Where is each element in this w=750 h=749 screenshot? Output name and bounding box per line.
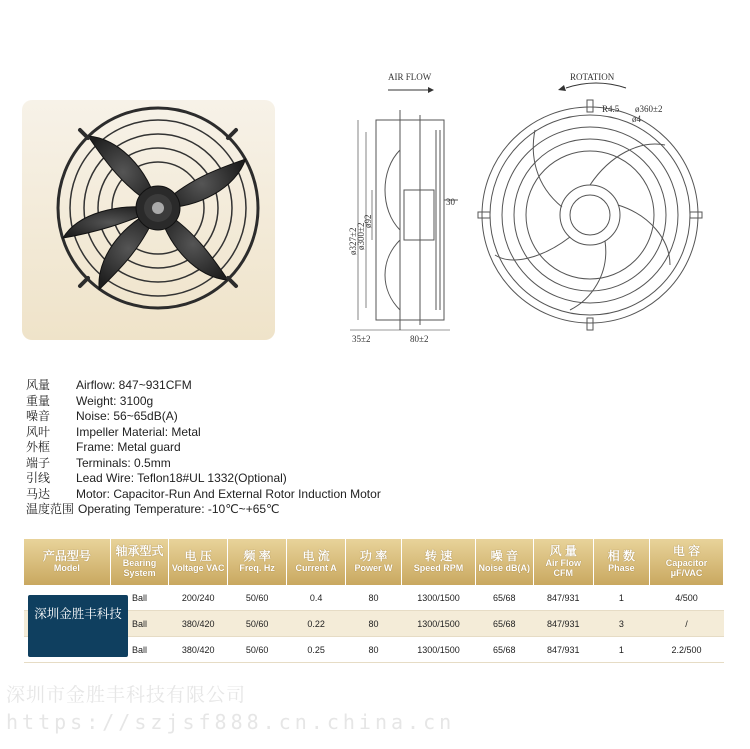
rotation-arrow (558, 83, 626, 91)
spec-impeller: 风叶 Impeller Material: Metal (26, 424, 201, 439)
spec-terminals: 端子 Terminals: 0.5mm (26, 455, 171, 470)
spec-frame: 外框 Frame: Metal guard (26, 440, 181, 454)
spec-noise: 噪音 Noise: 56~65dB(A) (26, 409, 178, 423)
spec-lead-wire: 引线 Lead Wire: Teflon18#UL 1332(Optional) (26, 471, 287, 485)
col-noise: 噪 音 Noise dB(A) (475, 539, 533, 585)
watermark-url: https://szjsf888.cn.china.cn (6, 710, 456, 734)
col-model: 产品型号 Model (24, 539, 110, 585)
table-row: Ball 380/420 50/60 0.25 80 1300/1500 65/68 847/931 1 2.2/500 (24, 637, 724, 663)
technical-drawing (340, 60, 740, 360)
dim-outer: ø327±2 (348, 227, 358, 255)
dim-depth-total: 35±2 (352, 334, 371, 344)
table-row: Ball 200/240 50/60 0.4 80 1300/1500 65/68 847/931 1 4/500 (24, 585, 724, 611)
spec-weight: 重量 Weight: 3100g (26, 393, 154, 408)
col-phase: 相 数 Phase (593, 539, 649, 585)
air-flow-arrow (388, 87, 434, 93)
dim-mount-diameter: ø360±2 (635, 104, 663, 114)
watermark-company: 深圳市金胜丰科技有限公司 (6, 684, 247, 706)
dim-guard: ø300±2 (356, 222, 366, 250)
fan-photo (40, 100, 270, 315)
col-voltage: 电 压 Voltage VAC (169, 539, 228, 585)
table-row: Ball 380/420 50/60 0.22 80 1300/1500 65/68 847/931 3 / (24, 611, 724, 637)
model-table (24, 539, 724, 663)
table-header-row (24, 539, 724, 585)
col-capacitor: 电 容 Capacitor μF/VAC (650, 539, 724, 585)
rotation-label: ROTATION (570, 72, 615, 82)
col-bearing: 轴承型式 Bearing System (110, 539, 169, 585)
company-stamp: 深圳金胜丰科技 (28, 595, 128, 657)
spec-airflow: 风量 Airflow: 847~931CFM (26, 378, 192, 392)
dim-hole-size: ø4 (632, 114, 641, 124)
spec-temperature: 温度范围 Operating Temperature: -10℃~+65℃ (26, 502, 280, 516)
spec-list (26, 378, 381, 518)
air-flow-label: AIR FLOW (388, 72, 432, 82)
col-airflow: 风 量 Air Flow CFM (533, 539, 593, 585)
dim-inner: ø92 (363, 214, 373, 228)
spec-motor: 马达 Motor: Capacitor-Run And External Rotor Induction Motor (26, 486, 381, 501)
dim-hub-offset: 30 (446, 197, 455, 207)
col-freq: 频 率 Freq. Hz (227, 539, 286, 585)
dim-depth-motor: 80±2 (410, 334, 429, 344)
col-current: 电 流 Current A (287, 539, 346, 585)
dim-hole: R4.5 (602, 104, 620, 114)
col-power: 功 率 Power W (345, 539, 401, 585)
col-speed: 转 速 Speed RPM (402, 539, 476, 585)
